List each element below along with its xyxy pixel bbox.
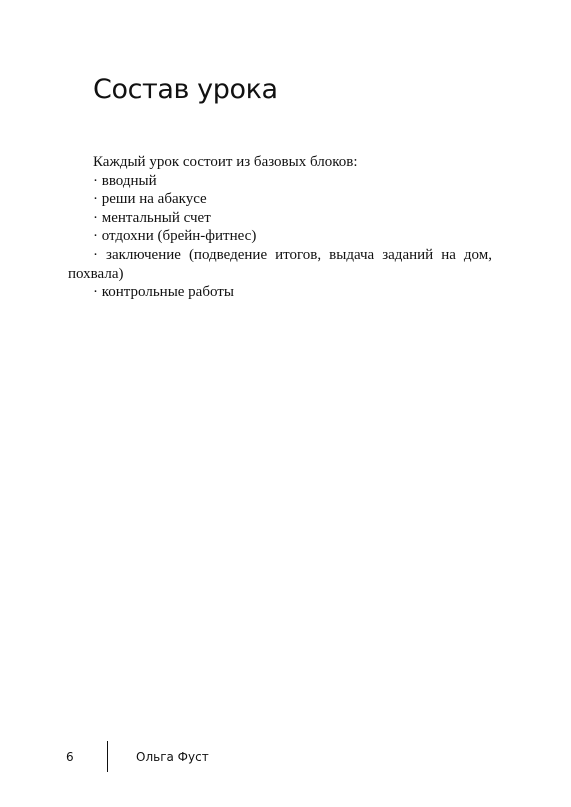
- list-item: · ментальный счет: [93, 209, 211, 226]
- section-title: Состав урока: [93, 74, 278, 105]
- intro-paragraph: Каждый урок состоит из базовых блоков:: [93, 154, 358, 170]
- list-item: · контрольные работы: [93, 284, 234, 301]
- footer-divider: [107, 741, 108, 772]
- page-number: 6: [66, 750, 74, 764]
- list-item: · реши на абакусе: [93, 191, 207, 208]
- list-item: · вводный: [93, 172, 157, 189]
- list-item: · заключение (подведение итогов, выдача заданий на дом, похвала): [68, 246, 492, 282]
- lesson-composition-text: [68, 153, 492, 302]
- footer-author: Ольга Фуст: [136, 750, 209, 764]
- list-item: · отдохни (брейн-фитнес): [93, 228, 257, 245]
